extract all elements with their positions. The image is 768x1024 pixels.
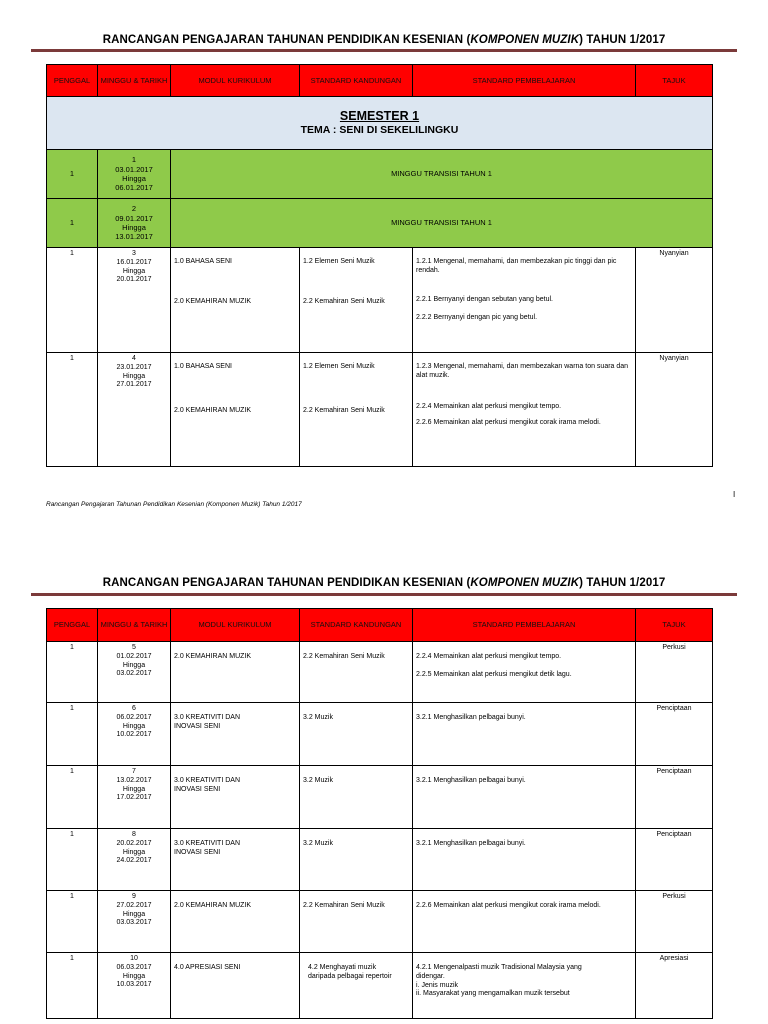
page2-title: RANCANGAN PENGAJARAN TAHUNAN PENDIDIKAN KESENIAN (KOMPONEN MUZIK) TAHUN 1/2017 bbox=[102, 577, 666, 589]
cell-tajuk: Nyanyian bbox=[636, 248, 713, 353]
page1-header-row bbox=[47, 65, 713, 97]
cell-penggal: 1 bbox=[47, 766, 98, 829]
cell-tajuk: Perkusi bbox=[636, 891, 713, 953]
cell-penggal: 1 bbox=[47, 248, 98, 353]
page1-title: RANCANGAN PENGAJARAN TAHUNAN PENDIDIKAN KESENIAN (KOMPONEN MUZIK) TAHUN 1/2017 bbox=[102, 34, 666, 46]
cell-penggal: 1 bbox=[47, 953, 98, 1019]
cell-modul: 4.0 APRESIASI SENI bbox=[171, 953, 300, 1019]
cell-minggu: 6 06.02.2017 Hingga 10.02.2017 bbox=[98, 703, 171, 766]
page-number: I bbox=[733, 490, 736, 499]
page2-plan-table bbox=[46, 608, 713, 1019]
cell-minggu: 2 09.01.2017 Hingga 13.01.2017 bbox=[98, 199, 171, 248]
transition-text: MINGGU TRANSISI TAHUN 1 bbox=[171, 150, 713, 199]
header-penggal: PENGGAL bbox=[47, 65, 98, 97]
cell-modul: 3.0 KREATIVITI DAN INOVASI SENI bbox=[171, 766, 300, 829]
cell-kandungan: 2.2 Kemahiran Seni Muzik bbox=[300, 891, 413, 953]
cell-modul: 2.0 KEMAHIRAN MUZIK bbox=[171, 642, 300, 703]
cell-kandungan: 3.2 Muzik bbox=[300, 766, 413, 829]
cell-tajuk: Penciptaan bbox=[636, 703, 713, 766]
cell-minggu: 4 23.01.2017 Hingga 27.01.2017 bbox=[98, 353, 171, 467]
cell-tajuk: Perkusi bbox=[636, 642, 713, 703]
semester-row bbox=[47, 97, 713, 150]
transition-text: MINGGU TRANSISI TAHUN 1 bbox=[171, 199, 713, 248]
cell-penggal: 1 bbox=[47, 642, 98, 703]
header-minggu: MINGGU & TARIKH bbox=[98, 65, 171, 97]
table-row bbox=[47, 642, 713, 703]
cell-kandungan: 4.2 Menghayati muzik daripada pelbagai repertoir bbox=[300, 953, 413, 1019]
header-kandungan: STANDARD KANDUNGAN bbox=[300, 609, 413, 642]
header-kandungan: STANDARD KANDUNGAN bbox=[300, 65, 413, 97]
page2-title-rule bbox=[31, 593, 737, 596]
page1-footer: Rancangan Pengajaran Tahunan Pendidikan Kesenian (Komponen Muzik) Tahun 1/2017 bbox=[46, 501, 302, 508]
cell-kandungan: 3.2 Muzik bbox=[300, 829, 413, 891]
header-minggu: MINGGU & TARIKH bbox=[98, 609, 171, 642]
semester-theme: TEMA : SENI DI SEKELILINGKU bbox=[300, 124, 459, 137]
cell-pembelajaran: 2.2.6 Memainkan alat perkusi mengikut corak irama melodi. bbox=[413, 891, 636, 953]
page2-header-row bbox=[47, 609, 713, 642]
cell-modul: 3.0 KREATIVITI DAN INOVASI SENI bbox=[171, 703, 300, 766]
cell-pembelajaran: 4.2.1 Mengenalpasti muzik Tradisional Malaysia yang didengar. i. Jenis muzik ii. Masyarakat yang mengamalkan muzik tersebut bbox=[413, 953, 636, 1019]
semester-heading: SEMESTER 1 bbox=[339, 108, 420, 123]
header-penggal: PENGGAL bbox=[47, 609, 98, 642]
cell-pembelajaran: 3.2.1 Menghasilkan pelbagai bunyi. bbox=[413, 829, 636, 891]
cell-minggu: 3 16.01.2017 Hingga 20.01.2017 bbox=[98, 248, 171, 353]
transition-row-2 bbox=[47, 199, 713, 248]
cell-penggal: 1 bbox=[47, 703, 98, 766]
header-pembelajaran: STANDARD PEMBELAJARAN bbox=[413, 609, 636, 642]
table-row bbox=[47, 248, 713, 353]
cell-pembelajaran: 1.2.3 Mengenal, memahami, dan membezakan warna ton suara dan alat muzik. 2.2.4 Memainkan alat perkusi mengikut tempo. 2.2.6 Memainkan alat perkusi mengikut corak irama melodi. bbox=[413, 353, 636, 467]
cell-penggal: 1 bbox=[47, 829, 98, 891]
cell-pembelajaran: 3.2.1 Menghasilkan pelbagai bunyi. bbox=[413, 766, 636, 829]
table-row bbox=[47, 829, 713, 891]
cell-minggu: 7 13.02.2017 Hingga 17.02.2017 bbox=[98, 766, 171, 829]
table-row bbox=[47, 766, 713, 829]
cell-penggal: 1 bbox=[47, 353, 98, 467]
page1-title-rule bbox=[31, 49, 737, 52]
cell-minggu: 8 20.02.2017 Hingga 24.02.2017 bbox=[98, 829, 171, 891]
cell-tajuk: Apresiasi bbox=[636, 953, 713, 1019]
cell-kandungan: 1.2 Elemen Seni Muzik 2.2 Kemahiran Seni Muzik bbox=[300, 353, 413, 467]
cell-kandungan: 2.2 Kemahiran Seni Muzik bbox=[300, 642, 413, 703]
cell-modul: 1.0 BAHASA SENI 2.0 KEMAHIRAN MUZIK bbox=[171, 248, 300, 353]
cell-pembelajaran: 3.2.1 Menghasilkan pelbagai bunyi. bbox=[413, 703, 636, 766]
transition-row-1 bbox=[47, 150, 713, 199]
cell-minggu: 5 01.02.2017 Hingga 03.02.2017 bbox=[98, 642, 171, 703]
cell-tajuk: Penciptaan bbox=[636, 766, 713, 829]
cell-pembelajaran: 2.2.4 Memainkan alat perkusi mengikut tempo. 2.2.5 Memainkan alat perkusi mengikut detik lagu. bbox=[413, 642, 636, 703]
cell-modul: 3.0 KREATIVITI DAN INOVASI SENI bbox=[171, 829, 300, 891]
cell-minggu: 9 27.02.2017 Hingga 03.03.2017 bbox=[98, 891, 171, 953]
header-pembelajaran: STANDARD PEMBELAJARAN bbox=[413, 65, 636, 97]
page1-plan-table bbox=[46, 64, 713, 467]
cell-tajuk: Nyanyian bbox=[636, 353, 713, 467]
header-tajuk: TAJUK bbox=[636, 65, 713, 97]
header-modul: MODUL KURIKULUM bbox=[171, 65, 300, 97]
cell-kandungan: 3.2 Muzik bbox=[300, 703, 413, 766]
table-row bbox=[47, 891, 713, 953]
table-row bbox=[47, 703, 713, 766]
cell-kandungan: 1.2 Elemen Seni Muzik 2.2 Kemahiran Seni Muzik bbox=[300, 248, 413, 353]
cell-minggu: 10 06.03.2017 Hingga 10.03.2017 bbox=[98, 953, 171, 1019]
cell-minggu: 1 03.01.2017 Hingga 06.01.2017 bbox=[98, 150, 171, 199]
table-row bbox=[47, 353, 713, 467]
cell-penggal: 1 bbox=[47, 199, 98, 248]
table-row bbox=[47, 953, 713, 1019]
cell-tajuk: Penciptaan bbox=[636, 829, 713, 891]
header-modul: MODUL KURIKULUM bbox=[171, 609, 300, 642]
cell-modul: 2.0 KEMAHIRAN MUZIK bbox=[171, 891, 300, 953]
cell-modul: 1.0 BAHASA SENI 2.0 KEMAHIRAN MUZIK bbox=[171, 353, 300, 467]
cell-pembelajaran: 1.2.1 Mengenal, memahami, dan membezakan pic tinggi dan pic rendah. 2.2.1 Bernyanyi dengan sebutan yang betul. 2.2.2 Bernyanyi dengan pic yang betul. bbox=[413, 248, 636, 353]
cell-penggal: 1 bbox=[47, 150, 98, 199]
cell-penggal: 1 bbox=[47, 891, 98, 953]
header-tajuk: TAJUK bbox=[636, 609, 713, 642]
